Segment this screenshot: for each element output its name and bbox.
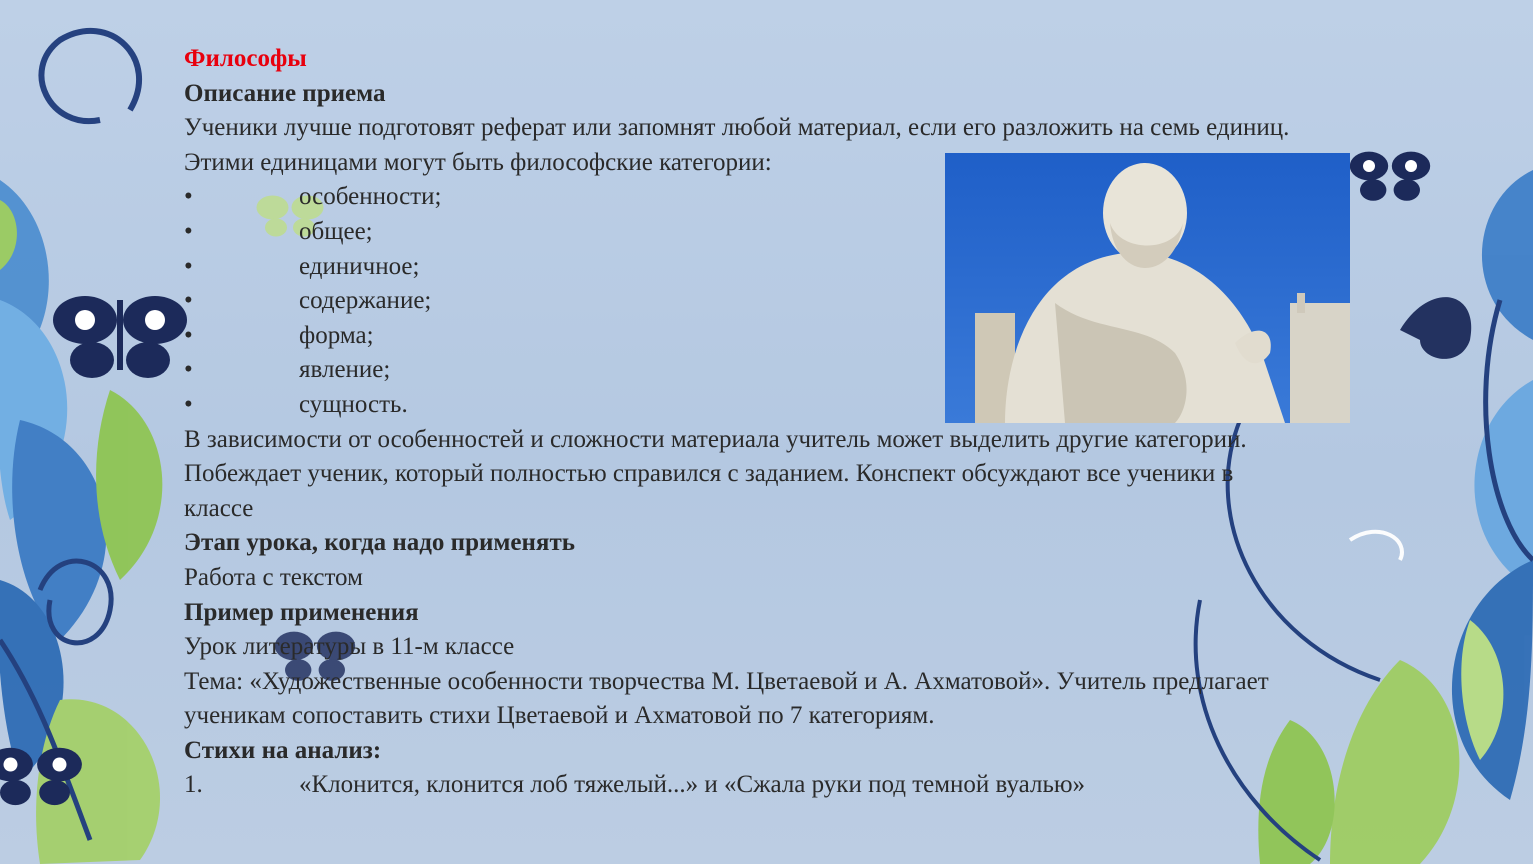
- list-item: • особенности;: [184, 183, 442, 211]
- list-item: • содержание;: [184, 287, 432, 315]
- description-line: Этими единицами могут быть философские категории:: [184, 148, 772, 176]
- paragraph-line: В зависимости от особенностей и сложности материала учитель может выделить другие категории.: [184, 425, 1247, 453]
- butterfly-icon: [53, 296, 187, 378]
- example-line: ученикам сопоставить стихи Цветаевой и Ахматовой по 7 категориям.: [184, 702, 935, 730]
- paragraph-line: классе: [184, 494, 254, 522]
- example-line: Тема: «Художественные особенности творчества М. Цветаевой и А. Ахматовой». Учитель предлагает: [184, 667, 1269, 695]
- list-item: • единичное;: [184, 252, 420, 280]
- heading-example: Пример применения: [184, 598, 419, 626]
- heading-stage: Этап урока, когда надо применять: [184, 529, 575, 557]
- paragraph-line: Побеждает ученик, который полностью справился с заданием. Конспект обсуждают все ученики в: [184, 460, 1234, 488]
- list-item: • общее;: [184, 217, 373, 245]
- slide-text: [184, 42, 1484, 803]
- stage-text: Работа с текстом: [184, 563, 363, 591]
- slide-title: Философы: [184, 45, 307, 72]
- heading-description: Описание приема: [184, 79, 386, 107]
- heading-poems: Стихи на анализ:: [184, 736, 382, 764]
- list-item: • явление;: [184, 356, 391, 384]
- description-line: Ученики лучше подготовят реферат или запомнят любой материал, если его разложить на семь единиц.: [184, 114, 1290, 142]
- example-line: Урок литературы в 11-м классе: [184, 633, 515, 661]
- list-item: • сущность.: [184, 390, 408, 418]
- numbered-item: 1. «Клонится, клонится лоб тяжелый...» и «Сжала руки под темной вуалью»: [184, 771, 1086, 799]
- list-item: • форма;: [184, 321, 374, 349]
